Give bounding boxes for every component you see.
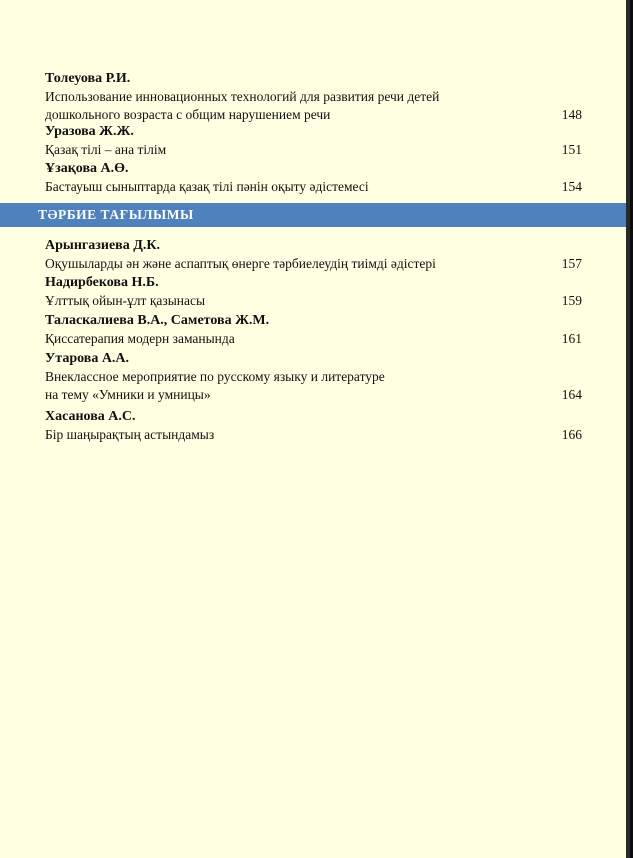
entry-title-line [45, 106, 582, 124]
entry-page-number: 151 [561, 142, 582, 157]
entry-title: Қиссатерапия модерн заманында [45, 331, 235, 346]
entry-title-line [45, 368, 582, 386]
viewer-edge [626, 0, 633, 858]
entry-title-line [45, 330, 582, 348]
entry-page-number: 159 [561, 293, 582, 308]
entry-page-number: 164 [561, 387, 582, 402]
entry-title-line [45, 255, 582, 273]
entry-title: Использование инновационных технологий для развития речи детей [45, 89, 440, 104]
entry-title-line [45, 88, 582, 106]
entry-page-number: 154 [561, 179, 582, 194]
section-title: ТӘРБИЕ ТАҒЫЛЫМЫ [38, 207, 194, 222]
entry-title-line [45, 386, 582, 404]
entry-page-number: 157 [561, 256, 582, 271]
toc-entry [45, 312, 582, 348]
entry-title: Внеклассное мероприятие по русскому языку и литературе [45, 369, 385, 384]
entry-title: дошкольного возраста с общим нарушением речи [45, 107, 331, 122]
entry-title: на тему «Умники и умницы» [45, 387, 211, 402]
entry-title: Ұлттық ойын-ұлт қазынасы [45, 293, 206, 308]
entry-author: Утарова А.А. [45, 351, 130, 366]
section-header-bar [0, 203, 626, 227]
entry-page-number: 161 [561, 331, 582, 346]
toc-entry [45, 160, 582, 196]
entry-title: Бір шаңырақтың астындамыз [45, 427, 215, 442]
entry-author: Арынгазиева Д.К. [45, 238, 161, 253]
toc-entry [45, 123, 582, 159]
entry-page-number: 148 [561, 107, 582, 122]
entry-author: Толеуова Р.И. [45, 71, 131, 86]
toc-entry [45, 274, 582, 310]
entry-title: Қазақ тілі – ана тілім [45, 142, 167, 157]
toc-entry [45, 350, 582, 404]
entry-author: Надирбекова Н.Б. [45, 275, 159, 290]
toc-entry [45, 237, 582, 273]
entry-title-line [45, 141, 582, 159]
entry-title: Бастауыш сыныптарда қазақ тілі пәнін оқыту әдістемесі [45, 179, 369, 194]
entry-title: Оқушыларды ән және аспаптық өнерге тәрбиелеудің тиімді әдістері [45, 256, 436, 271]
entry-title-line [45, 292, 582, 310]
entry-page-number: 166 [561, 427, 582, 442]
entry-title-line [45, 426, 582, 444]
entry-author: Уразова Ж.Ж. [45, 124, 134, 139]
toc-entry [45, 408, 582, 444]
entry-title-line [45, 178, 582, 196]
entry-author: Ұзақова А.Ө. [45, 161, 129, 176]
entry-author: Хасанова А.С. [45, 409, 136, 424]
entry-author: Таласкалиева В.А., Саметова Ж.М. [45, 313, 270, 328]
toc-entry [45, 70, 582, 124]
